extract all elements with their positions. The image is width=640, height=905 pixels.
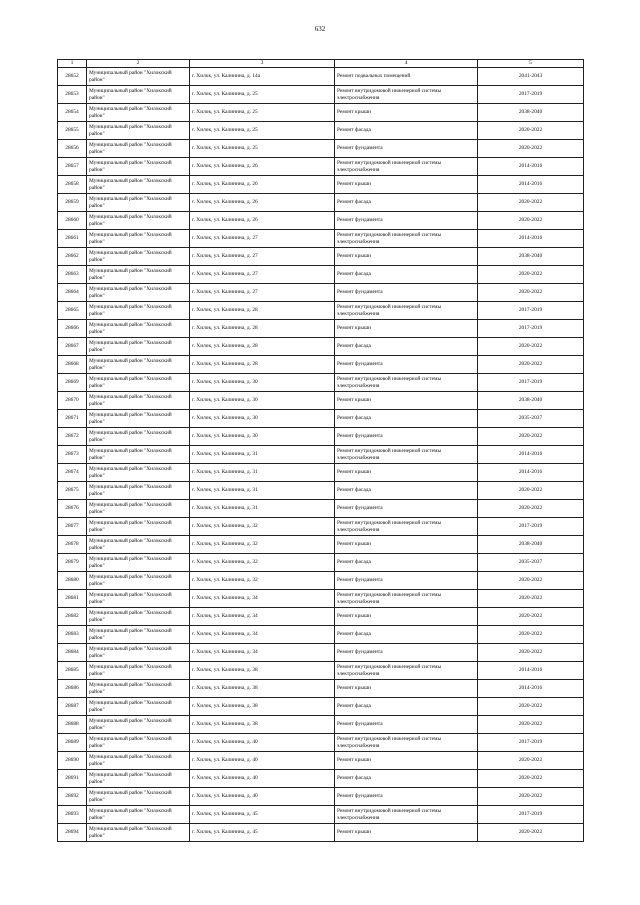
work-type-cell: Ремонт фундамента	[335, 356, 478, 374]
address-cell: г. Хилок, ул. Калинина, д. 28	[190, 302, 335, 320]
table-row	[58, 500, 584, 518]
table-row	[58, 68, 584, 86]
work-type-cell: Ремонт фасада	[335, 482, 478, 500]
table-row	[58, 392, 584, 410]
table-row	[58, 482, 584, 500]
work-type-cell: Ремонт фундамента	[335, 572, 478, 590]
work-type-cell: Ремонт крыши	[335, 248, 478, 266]
row-id-cell: 28684	[58, 644, 87, 662]
table-row	[58, 806, 584, 824]
address-cell: г. Хилок, ул. Калинина, д. 30	[190, 392, 335, 410]
period-cell: 2020-2022	[478, 266, 584, 284]
work-type-cell: Ремонт внутридомовой инженерной системы электроснабжения	[335, 230, 478, 248]
district-cell: Муниципальный район "Хилокский район"	[87, 662, 190, 680]
district-cell: Муниципальный район "Хилокский район"	[87, 572, 190, 590]
period-cell: 2014-2016	[478, 158, 584, 176]
column-header: 5	[478, 60, 584, 68]
period-cell: 2017-2019	[478, 806, 584, 824]
period-cell: 2020-2022	[478, 644, 584, 662]
row-id-cell: 28676	[58, 500, 87, 518]
district-cell: Муниципальный район "Хилокский район"	[87, 464, 190, 482]
address-cell: г. Хилок, ул. Калинина, д. 26	[190, 212, 335, 230]
table-row	[58, 644, 584, 662]
address-cell: г. Хилок, ул. Калинина, д. 31	[190, 500, 335, 518]
column-header: 4	[335, 60, 478, 68]
district-cell: Муниципальный район "Хилокский район"	[87, 194, 190, 212]
address-cell: г. Хилок, ул. Калинина, д. 32	[190, 572, 335, 590]
period-cell: 2020-2022	[478, 482, 584, 500]
district-cell: Муниципальный район "Хилокский район"	[87, 698, 190, 716]
table-body	[58, 68, 584, 842]
row-id-cell: 28680	[58, 572, 87, 590]
row-id-cell: 28667	[58, 338, 87, 356]
address-cell: г. Хилок, ул. Калинина, д. 27	[190, 248, 335, 266]
district-cell: Муниципальный район "Хилокский район"	[87, 302, 190, 320]
table-row	[58, 122, 584, 140]
address-cell: г. Хилок, ул. Калинина, д. 31	[190, 446, 335, 464]
district-cell: Муниципальный район "Хилокский район"	[87, 536, 190, 554]
column-header: 3	[190, 60, 335, 68]
table-row	[58, 212, 584, 230]
address-cell: г. Хилок, ул. Калинина, д. 34	[190, 644, 335, 662]
column-header: 2	[87, 60, 190, 68]
period-cell: 2017-2019	[478, 374, 584, 392]
row-id-cell: 28678	[58, 536, 87, 554]
work-type-cell: Ремонт фундамента	[335, 716, 478, 734]
period-cell: 2020-2022	[478, 590, 584, 608]
period-cell: 2020-2022	[478, 824, 584, 842]
row-id-cell: 28687	[58, 698, 87, 716]
address-cell: г. Хилок, ул. Калинина, д. 31	[190, 482, 335, 500]
address-cell: г. Хилок, ул. Калинина, д. 38	[190, 698, 335, 716]
table-row	[58, 572, 584, 590]
address-cell: г. Хилок, ул. Калинина, д. 26	[190, 194, 335, 212]
work-type-cell: Ремонт крыши	[335, 392, 478, 410]
work-type-cell: Ремонт внутридомовой инженерной системы электроснабжения	[335, 662, 478, 680]
row-id-cell: 28677	[58, 518, 87, 536]
period-cell: 2038-2040	[478, 104, 584, 122]
period-cell: 2020-2022	[478, 194, 584, 212]
district-cell: Муниципальный район "Хилокский район"	[87, 248, 190, 266]
district-cell: Муниципальный район "Хилокский район"	[87, 320, 190, 338]
period-cell: 2017-2019	[478, 86, 584, 104]
address-cell: г. Хилок, ул. Калинина, д. 45	[190, 806, 335, 824]
district-cell: Муниципальный район "Хилокский район"	[87, 230, 190, 248]
work-type-cell: Ремонт фундамента	[335, 644, 478, 662]
period-cell: 2020-2022	[478, 500, 584, 518]
table-row	[58, 608, 584, 626]
row-id-cell: 28686	[58, 680, 87, 698]
district-cell: Муниципальный район "Хилокский район"	[87, 554, 190, 572]
row-id-cell: 28658	[58, 176, 87, 194]
district-cell: Муниципальный район "Хилокский район"	[87, 518, 190, 536]
period-cell: 2038-2040	[478, 248, 584, 266]
table-row	[58, 446, 584, 464]
row-id-cell: 28669	[58, 374, 87, 392]
row-id-cell: 28681	[58, 590, 87, 608]
work-type-cell: Ремонт фундамента	[335, 788, 478, 806]
row-id-cell: 28652	[58, 68, 87, 86]
table-row	[58, 554, 584, 572]
work-type-cell: Ремонт крыши	[335, 464, 478, 482]
district-cell: Муниципальный район "Хилокский район"	[87, 356, 190, 374]
table-row	[58, 428, 584, 446]
period-cell: 2020-2022	[478, 122, 584, 140]
work-type-cell: Ремонт фундамента	[335, 140, 478, 158]
period-cell: 2017-2019	[478, 320, 584, 338]
district-cell: Муниципальный район "Хилокский район"	[87, 176, 190, 194]
row-id-cell: 28672	[58, 428, 87, 446]
work-type-cell: Ремонт крыши	[335, 104, 478, 122]
address-cell: г. Хилок, ул. Калинина, д. 40	[190, 788, 335, 806]
table-row	[58, 752, 584, 770]
address-cell: г. Хилок, ул. Калинина, д. 40	[190, 770, 335, 788]
district-cell: Муниципальный район "Хилокский район"	[87, 500, 190, 518]
address-cell: г. Хилок, ул. Калинина, д. 26	[190, 176, 335, 194]
row-id-cell: 28662	[58, 248, 87, 266]
period-cell: 2020-2022	[478, 770, 584, 788]
work-type-cell: Ремонт фундамента	[335, 428, 478, 446]
period-cell: 2014-2016	[478, 176, 584, 194]
row-id-cell: 28685	[58, 662, 87, 680]
address-cell: г. Хилок, ул. Калинина, д. 30	[190, 428, 335, 446]
table-row	[58, 140, 584, 158]
table-row	[58, 518, 584, 536]
row-id-cell: 28694	[58, 824, 87, 842]
period-cell: 2020-2022	[478, 788, 584, 806]
table-row	[58, 590, 584, 608]
address-cell: г. Хилок, ул. Калинина, д. 26	[190, 158, 335, 176]
work-type-cell: Ремонт внутридомовой инженерной системы электроснабжения	[335, 734, 478, 752]
district-cell: Муниципальный район "Хилокский район"	[87, 410, 190, 428]
period-cell: 2020-2022	[478, 338, 584, 356]
district-cell: Муниципальный район "Хилокский район"	[87, 644, 190, 662]
district-cell: Муниципальный район "Хилокский район"	[87, 608, 190, 626]
table-row	[58, 536, 584, 554]
work-type-cell: Ремонт крыши	[335, 608, 478, 626]
address-cell: г. Хилок, ул. Калинина, д. 34	[190, 626, 335, 644]
table-row	[58, 626, 584, 644]
row-id-cell: 28674	[58, 464, 87, 482]
district-cell: Муниципальный район "Хилокский район"	[87, 716, 190, 734]
work-type-cell: Ремонт фасада	[335, 122, 478, 140]
district-cell: Муниципальный район "Хилокский район"	[87, 770, 190, 788]
work-type-cell: Ремонт фасада	[335, 338, 478, 356]
period-cell: 2020-2022	[478, 284, 584, 302]
district-cell: Муниципальный район "Хилокский район"	[87, 392, 190, 410]
row-id-cell: 28688	[58, 716, 87, 734]
row-id-cell: 28663	[58, 266, 87, 284]
work-type-cell: Ремонт фасада	[335, 626, 478, 644]
row-id-cell: 28693	[58, 806, 87, 824]
district-cell: Муниципальный район "Хилокский район"	[87, 788, 190, 806]
district-cell: Муниципальный район "Хилокский район"	[87, 752, 190, 770]
district-cell: Муниципальный район "Хилокский район"	[87, 446, 190, 464]
work-type-cell: Ремонт внутридомовой инженерной системы электроснабжения	[335, 86, 478, 104]
address-cell: г. Хилок, ул. Калинина, д. 27	[190, 230, 335, 248]
table-row	[58, 284, 584, 302]
address-cell: г. Хилок, ул. Калинина, д. 25	[190, 86, 335, 104]
district-cell: Муниципальный район "Хилокский район"	[87, 482, 190, 500]
work-type-cell: Ремонт фасада	[335, 698, 478, 716]
work-type-cell: Ремонт внутридомовой инженерной системы электроснабжения	[335, 446, 478, 464]
row-id-cell: 28692	[58, 788, 87, 806]
district-cell: Муниципальный район "Хилокский район"	[87, 212, 190, 230]
address-cell: г. Хилок, ул. Калинина, д. 14а	[190, 68, 335, 86]
address-cell: г. Хилок, ул. Калинина, д. 27	[190, 284, 335, 302]
header-row	[58, 60, 584, 68]
work-type-cell: Ремонт фасада	[335, 266, 478, 284]
district-cell: Муниципальный район "Хилокский район"	[87, 338, 190, 356]
work-type-cell: Ремонт внутридомовой инженерной системы электроснабжения	[335, 374, 478, 392]
address-cell: г. Хилок, ул. Калинина, д. 28	[190, 320, 335, 338]
table-row	[58, 770, 584, 788]
district-cell: Муниципальный район "Хилокский район"	[87, 86, 190, 104]
row-id-cell: 28690	[58, 752, 87, 770]
district-cell: Муниципальный район "Хилокский район"	[87, 284, 190, 302]
district-cell: Муниципальный район "Хилокский район"	[87, 140, 190, 158]
table-row	[58, 698, 584, 716]
work-type-cell: Ремонт крыши	[335, 536, 478, 554]
district-cell: Муниципальный район "Хилокский район"	[87, 374, 190, 392]
period-cell: 2020-2022	[478, 698, 584, 716]
district-cell: Муниципальный район "Хилокский район"	[87, 734, 190, 752]
row-id-cell: 28691	[58, 770, 87, 788]
district-cell: Муниципальный район "Хилокский район"	[87, 266, 190, 284]
address-cell: г. Хилок, ул. Калинина, д. 25	[190, 104, 335, 122]
row-id-cell: 28653	[58, 86, 87, 104]
address-cell: г. Хилок, ул. Калинина, д. 34	[190, 590, 335, 608]
address-cell: г. Хилок, ул. Калинина, д. 45	[190, 824, 335, 842]
work-type-cell: Ремонт фундамента	[335, 500, 478, 518]
row-id-cell: 28664	[58, 284, 87, 302]
address-cell: г. Хилок, ул. Калинина, д. 31	[190, 464, 335, 482]
row-id-cell: 28657	[58, 158, 87, 176]
work-type-cell: Ремонт внутридомовой инженерной системы электроснабжения	[335, 518, 478, 536]
period-cell: 2035-2037	[478, 410, 584, 428]
period-cell: 2017-2019	[478, 302, 584, 320]
address-cell: г. Хилок, ул. Калинина, д. 32	[190, 536, 335, 554]
address-cell: г. Хилок, ул. Калинина, д. 32	[190, 518, 335, 536]
table-row	[58, 464, 584, 482]
period-cell: 2017-2019	[478, 734, 584, 752]
table-row	[58, 374, 584, 392]
district-cell: Муниципальный район "Хилокский район"	[87, 158, 190, 176]
address-cell: г. Хилок, ул. Калинина, д. 38	[190, 680, 335, 698]
row-id-cell: 28659	[58, 194, 87, 212]
period-cell: 2020-2022	[478, 212, 584, 230]
row-id-cell: 28682	[58, 608, 87, 626]
period-cell: 2020-2022	[478, 140, 584, 158]
work-type-cell: Ремонт фасада	[335, 194, 478, 212]
address-cell: г. Хилок, ул. Калинина, д. 28	[190, 338, 335, 356]
row-id-cell: 28679	[58, 554, 87, 572]
row-id-cell: 28660	[58, 212, 87, 230]
period-cell: 2035-2037	[478, 554, 584, 572]
address-cell: г. Хилок, ул. Калинина, д. 25	[190, 122, 335, 140]
period-cell: 2014-2016	[478, 662, 584, 680]
address-cell: г. Хилок, ул. Калинина, д. 40	[190, 752, 335, 770]
period-cell: 2041-2043	[478, 68, 584, 86]
work-type-cell: Ремонт крыши	[335, 176, 478, 194]
row-id-cell: 28689	[58, 734, 87, 752]
register-table	[57, 59, 584, 842]
district-cell: Муниципальный район "Хилокский район"	[87, 626, 190, 644]
row-id-cell: 28666	[58, 320, 87, 338]
table-row	[58, 266, 584, 284]
period-cell: 2020-2022	[478, 716, 584, 734]
table-row	[58, 176, 584, 194]
period-cell: 2017-2019	[478, 518, 584, 536]
address-cell: г. Хилок, ул. Калинина, д. 30	[190, 374, 335, 392]
page-number: 632	[314, 25, 326, 33]
address-cell: г. Хилок, ул. Калинина, д. 34	[190, 608, 335, 626]
work-type-cell: Ремонт крыши	[335, 824, 478, 842]
table-row	[58, 734, 584, 752]
work-type-cell: Ремонт крыши	[335, 680, 478, 698]
address-cell: г. Хилок, ул. Калинина, д. 38	[190, 716, 335, 734]
address-cell: г. Хилок, ул. Калинина, д. 27	[190, 266, 335, 284]
district-cell: Муниципальный район "Хилокский район"	[87, 68, 190, 86]
period-cell: 2020-2022	[478, 608, 584, 626]
work-type-cell: Ремонт фундамента	[335, 284, 478, 302]
table-row	[58, 302, 584, 320]
table-row	[58, 338, 584, 356]
table-row	[58, 824, 584, 842]
row-id-cell: 28655	[58, 122, 87, 140]
work-type-cell: Ремонт внутридомовой инженерной системы электроснабжения	[335, 806, 478, 824]
address-cell: г. Хилок, ул. Калинина, д. 30	[190, 410, 335, 428]
table-row	[58, 104, 584, 122]
period-cell: 2014-2016	[478, 230, 584, 248]
row-id-cell: 28683	[58, 626, 87, 644]
table-row	[58, 410, 584, 428]
work-type-cell: Ремонт крыши	[335, 752, 478, 770]
period-cell: 2020-2022	[478, 428, 584, 446]
row-id-cell: 28668	[58, 356, 87, 374]
table-row	[58, 248, 584, 266]
table-row	[58, 662, 584, 680]
work-type-cell: Ремонт внутридомовой инженерной системы электроснабжения	[335, 590, 478, 608]
table-row	[58, 680, 584, 698]
work-type-cell: Ремонт фасада	[335, 410, 478, 428]
work-type-cell: Ремонт крыши	[335, 320, 478, 338]
row-id-cell: 28670	[58, 392, 87, 410]
table-row	[58, 230, 584, 248]
row-id-cell: 28654	[58, 104, 87, 122]
district-cell: Муниципальный район "Хилокский район"	[87, 680, 190, 698]
period-cell: 2014-2016	[478, 446, 584, 464]
period-cell: 2038-2040	[478, 392, 584, 410]
work-type-cell: Ремонт внутридомовой инженерной системы электроснабжения	[335, 158, 478, 176]
address-cell: г. Хилок, ул. Калинина, д. 25	[190, 140, 335, 158]
period-cell: 2020-2022	[478, 626, 584, 644]
address-cell: г. Хилок, ул. Калинина, д. 28	[190, 356, 335, 374]
district-cell: Муниципальный район "Хилокский район"	[87, 104, 190, 122]
period-cell: 2014-2016	[478, 680, 584, 698]
address-cell: г. Хилок, ул. Калинина, д. 32	[190, 554, 335, 572]
district-cell: Муниципальный район "Хилокский район"	[87, 590, 190, 608]
district-cell: Муниципальный район "Хилокский район"	[87, 824, 190, 842]
district-cell: Муниципальный район "Хилокский район"	[87, 428, 190, 446]
column-header: 1	[58, 60, 87, 68]
table-row	[58, 194, 584, 212]
table-row	[58, 716, 584, 734]
table-row	[58, 320, 584, 338]
work-type-cell: Ремонт внутридомовой инженерной системы электроснабжения	[335, 302, 478, 320]
work-type-cell: Ремонт фундамента	[335, 212, 478, 230]
row-id-cell: 28675	[58, 482, 87, 500]
row-id-cell: 28661	[58, 230, 87, 248]
period-cell: 2020-2022	[478, 752, 584, 770]
period-cell: 2020-2022	[478, 572, 584, 590]
row-id-cell: 28665	[58, 302, 87, 320]
address-cell: г. Хилок, ул. Калинина, д. 40	[190, 734, 335, 752]
district-cell: Муниципальный район "Хилокский район"	[87, 806, 190, 824]
district-cell: Муниципальный район "Хилокский район"	[87, 122, 190, 140]
period-cell: 2014-2016	[478, 464, 584, 482]
table-row	[58, 788, 584, 806]
table-row	[58, 158, 584, 176]
work-type-cell: Ремонт подвальных помещений	[335, 68, 478, 86]
work-type-cell: Ремонт фасада	[335, 770, 478, 788]
period-cell: 2020-2022	[478, 356, 584, 374]
period-cell: 2038-2040	[478, 536, 584, 554]
address-cell: г. Хилок, ул. Калинина, д. 38	[190, 662, 335, 680]
row-id-cell: 28656	[58, 140, 87, 158]
row-id-cell: 28671	[58, 410, 87, 428]
table-row	[58, 86, 584, 104]
row-id-cell: 28673	[58, 446, 87, 464]
table-row	[58, 356, 584, 374]
work-type-cell: Ремонт фасада	[335, 554, 478, 572]
